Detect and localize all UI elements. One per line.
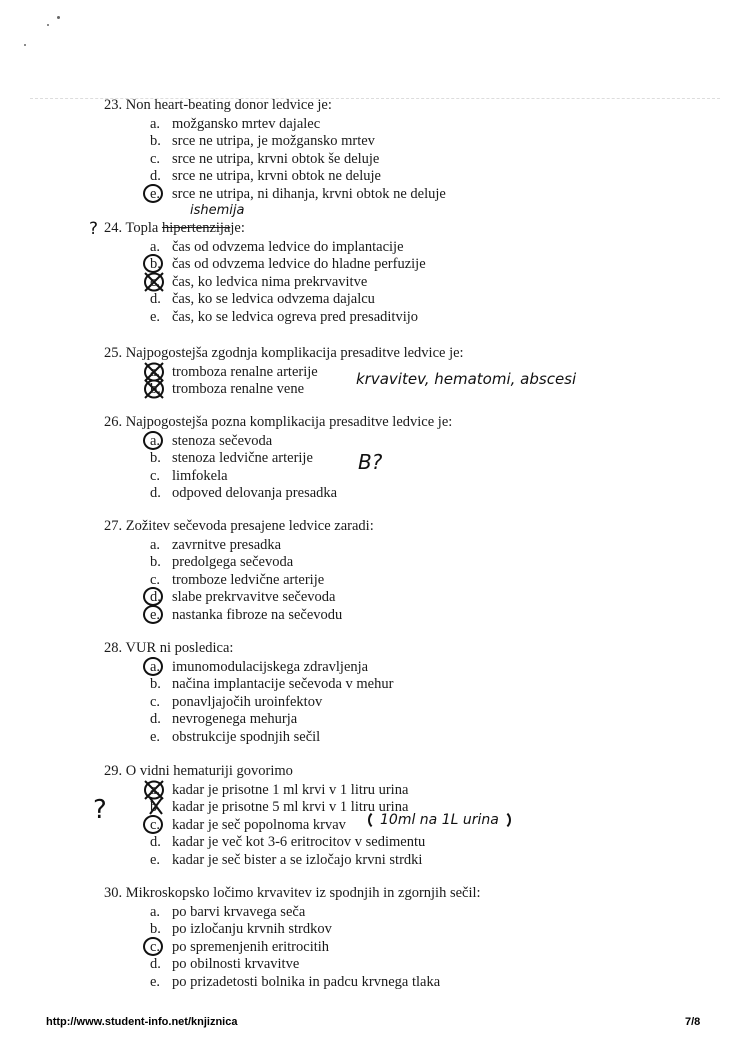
- option-text: nastanka fibroze na sečevodu: [172, 606, 343, 623]
- question-mark-note: ?: [89, 219, 99, 239]
- option-letter: a.: [150, 536, 161, 553]
- option-letter: d.: [150, 291, 161, 307]
- option-letter: b.: [150, 450, 161, 466]
- option-letter: e.: [150, 308, 161, 325]
- option-letter: c.: [150, 273, 161, 290]
- option-letter: a.: [150, 432, 161, 449]
- handwritten-note: 10ml na 1L urina: [368, 810, 511, 830]
- option-letter: a.: [150, 238, 161, 255]
- option-letter: c.: [150, 467, 161, 484]
- option-text: kadar je seč popolnoma krvav: [172, 816, 346, 833]
- handwritten-note: B?: [358, 450, 383, 474]
- option-text: čas, ko se ledvica odvzema dajalcu: [172, 291, 375, 307]
- question-title: 26. Najpogostejša pozna komplikacija presaditve ledvice je:: [104, 414, 453, 430]
- question-29: [104, 763, 426, 869]
- option-text: srce ne utripa, krvni obtok ne deluje: [172, 168, 381, 184]
- page-number: 7/8: [685, 1016, 701, 1028]
- option-text: načina implantacije sečevoda v mehur: [172, 676, 394, 692]
- option-text: po obilnosti krvavitve: [172, 956, 300, 972]
- question-title: 27. Zožitev sečevoda presajene ledvice zaradi:: [104, 518, 374, 534]
- scan-speck: [57, 16, 60, 19]
- question-mark-note: ?: [93, 795, 107, 825]
- option-letter: c.: [150, 816, 161, 833]
- question-28: [104, 640, 394, 746]
- question-title: 30. Mikroskopsko ločimo krvavitev iz spodnjih in zgornjih sečil:: [104, 885, 481, 901]
- option-letter: e.: [150, 606, 161, 623]
- option-letter: b.: [150, 381, 161, 397]
- option-letter: b.: [150, 554, 161, 570]
- option-text: nevrogenega mehurja: [172, 711, 298, 727]
- option-text: tromboza renalne vene: [172, 381, 305, 397]
- option-text: predolgega sečevoda: [172, 554, 294, 570]
- option-text: čas od odvzema ledvice do hladne perfuzije: [172, 256, 426, 272]
- question-title: 23. Non heart-beating donor ledvice je:: [104, 97, 332, 113]
- option-letter: c.: [150, 938, 161, 955]
- struck-word: hipertenzija: [161, 220, 231, 236]
- option-text: po izločanju krvnih strdkov: [172, 921, 332, 937]
- option-letter: c.: [150, 150, 161, 167]
- option-text: imunomodulacijskega zdravljenja: [172, 658, 369, 675]
- option-letter: c.: [150, 693, 161, 710]
- question-title: 24. Topla hipertenzijaje:: [104, 220, 245, 236]
- option-text: čas, ko ledvica nima prekrvavitve: [172, 273, 368, 290]
- option-text: čas od odvzema ledvice do implantacije: [172, 238, 404, 255]
- option-text: srce ne utripa, ni dihanja, krvni obtok ne deluje: [172, 185, 446, 202]
- option-text: ponavljajočih uroinfektov: [172, 693, 323, 710]
- option-letter: d.: [150, 168, 161, 184]
- option-letter: e.: [150, 973, 161, 990]
- option-letter: a.: [150, 903, 161, 920]
- option-letter: b.: [150, 256, 161, 272]
- option-letter: e.: [150, 728, 161, 745]
- option-letter: b.: [150, 676, 161, 692]
- option-letter: d.: [150, 711, 161, 727]
- question-title: 25. Najpogostejša zgodnja komplikacija presaditve ledvice je:: [104, 345, 464, 361]
- option-text: srce ne utripa, krvni obtok še deluje: [172, 150, 380, 167]
- option-text: po barvi krvavega seča: [172, 903, 306, 920]
- option-letter: b.: [150, 133, 161, 149]
- option-text: čas, ko se ledvica ogreva pred presaditvijo: [172, 308, 419, 325]
- option-text: kadar je prisotne 1 ml krvi v 1 litru urina: [172, 781, 409, 798]
- option-text: po spremenjenih eritrocitih: [172, 938, 330, 955]
- handwritten-correction: ishemija: [190, 203, 245, 218]
- option-text: slabe prekrvavitve sečevoda: [172, 589, 336, 605]
- option-text: zavrnitve presadka: [172, 536, 282, 553]
- option-letter: a.: [150, 658, 161, 675]
- question-27: [104, 518, 374, 624]
- option-letter: e.: [150, 851, 161, 868]
- scan-speck: [24, 44, 26, 46]
- option-letter: d.: [150, 956, 161, 972]
- option-text: limfokela: [172, 467, 228, 484]
- option-letter: d.: [150, 834, 161, 850]
- question-title: 28. VUR ni posledica:: [104, 640, 234, 656]
- scan-speck: [47, 24, 49, 26]
- question-23: [104, 97, 446, 203]
- option-letter: a.: [150, 115, 161, 132]
- question-30: [104, 885, 481, 991]
- option-letter: d.: [150, 589, 161, 605]
- handwritten-note: krvavitev, hematomi, abscesi: [356, 370, 577, 388]
- option-text: kadar je več kot 3-6 eritrocitov v sedimentu: [172, 834, 426, 850]
- footer-url[interactable]: http://www.student-info.net/knjiznica: [46, 1016, 238, 1028]
- option-text: stenoza ledvične arterije: [172, 450, 313, 466]
- option-text: odpoved delovanja presadka: [172, 485, 338, 501]
- option-letter: a.: [150, 363, 161, 380]
- option-text: stenoza sečevoda: [172, 432, 273, 449]
- option-letter: d.: [150, 485, 161, 501]
- question-26: [104, 414, 452, 503]
- option-text: po prizadetosti bolnika in padcu krvnega tlaka: [172, 973, 441, 990]
- option-letter: e.: [150, 185, 161, 202]
- option-letter: c.: [150, 571, 161, 588]
- option-letter: a.: [150, 781, 161, 798]
- option-text: tromboza renalne arterije: [172, 363, 318, 380]
- option-text: možgansko mrtev dajalec: [172, 115, 321, 132]
- question-24: [104, 220, 426, 326]
- option-text: kadar je seč bister a se izločajo krvni strdki: [172, 851, 423, 868]
- option-text: tromboze ledvične arterije: [172, 571, 325, 588]
- question-title: 29. O vidni hematuriji govorimo: [104, 763, 293, 779]
- option-text: obstrukcije spodnjih sečil: [172, 728, 321, 745]
- option-text: kadar je prisotne 5 ml krvi v 1 litru urina: [172, 799, 409, 815]
- option-letter: b.: [150, 921, 161, 937]
- option-letter: b.: [150, 799, 161, 815]
- option-text: srce ne utripa, je možgansko mrtev: [172, 133, 375, 149]
